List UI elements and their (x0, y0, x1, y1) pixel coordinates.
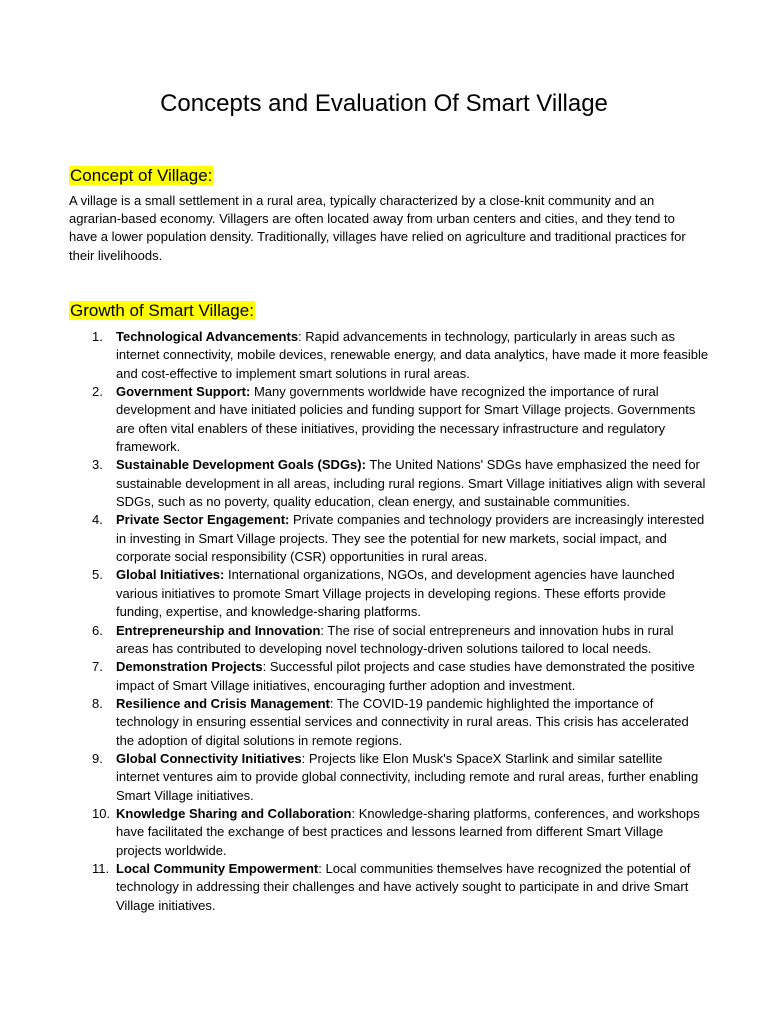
list-item-text: : Successful pilot projects and case studies have demonstrated the positive impact of Smart Village initiatives, encouraging further adoption and investment. (116, 659, 695, 693)
list-item (69, 695, 709, 750)
list-item-term: Sustainable Development Goals (SDGs): (116, 457, 366, 473)
list-item-term: Knowledge Sharing and Collaboration (116, 805, 352, 821)
list-item (69, 750, 709, 805)
list-item-number: 5. (92, 567, 103, 583)
list-item-text: International organizations, NGOs, and development agencies have launched various initiatives to promote Smart Village projects in developing regions. These efforts provide funding, expertise, and knowledge-sharing platforms. (116, 567, 675, 620)
list-item-text: : Rapid advancements in technology, particularly in areas such as internet connectivity, mobile devices, renewable energy, and data analytics, have made it more feasible and cost-effective to implement smart solutions in rural areas. (116, 329, 709, 381)
section-heading-village (69, 166, 213, 186)
list-item-number: 11. (92, 860, 110, 876)
list-item-term: Government Support: (116, 384, 251, 400)
list-item-number: 10. (92, 805, 111, 821)
list-item-number: 7. (92, 659, 103, 675)
list-item-text: : Projects like Elon Musk's SpaceX Starlink and similar satellite internet ventures aim to provide global connectivity, including remote and rural areas, further enabling Smart Village initiatives. (116, 750, 699, 803)
list-item (69, 383, 709, 456)
list-item (69, 328, 709, 383)
list-item (69, 622, 709, 659)
village-paragraph: A village is a small settlement in a rural area, typically characterized by a close-knit community and an agrarian-based economy. Villagers are often located away from urban centers and cities, and they tend to have a lower population density. Traditionally, villages have relied on agriculture and traditional practices for their livelihoods. (69, 193, 686, 263)
list-item-number: 9. (92, 750, 103, 766)
list-item-term: Technological Advancements (116, 329, 299, 344)
list-item-text: Many governments worldwide have recognized the importance of rural development and have initiated policies and funding support for Smart Village projects. Governments are often vital enablers of these initiatives, providing the necessary infrastructure and regulatory framework. (116, 384, 696, 455)
list-item (69, 805, 709, 860)
list-item-text: : The COVID-19 pandemic highlighted the importance of technology in ensuring essential services and connectivity in rural areas. This crisis has accelerated the adoption of digital solutions in remote regions. (116, 695, 689, 748)
list-item-number: 8. (92, 695, 103, 711)
list-item-number: 3. (92, 457, 103, 473)
list-item-text: : The rise of social entrepreneurs and innovation hubs in rural areas has contributed to developing novel technology-driven solutions tailored to local needs. (116, 622, 674, 656)
list-item-text: The United Nations' SDGs have emphasized the need for sustainable development in all areas, including rural regions. Smart Village initiatives align with several SDGs, such as no poverty, quality education, clean energy, and sustainable communities. (116, 457, 706, 510)
list-item (69, 566, 709, 621)
highlighted-heading-text: Concept of Village: (70, 166, 213, 185)
list-item-term: Global Initiatives: (116, 567, 225, 583)
list-item-term: Demonstration Projects (116, 659, 263, 675)
growth-factors-list (69, 328, 709, 915)
list-item-term: Resilience and Crisis Management (116, 695, 330, 711)
list-item-number: 2. (92, 384, 103, 400)
list-item (69, 658, 709, 695)
list-item-text: Private companies and technology providers are increasingly interested in investing in Smart Village projects. They see the potential for new markets, social impact, and corporate social responsibility (CSR) opportunities in rural areas. (116, 512, 705, 565)
list-item-term: Entrepreneurship and Innovation (116, 622, 321, 638)
highlighted-heading-text: Growth of Smart Village: (70, 301, 254, 320)
list-item (69, 860, 709, 915)
list-item (69, 511, 709, 566)
list-item-term: Local Community Empowerment (116, 860, 319, 876)
list-item-number: 4. (92, 512, 103, 528)
list-item-text: : Knowledge-sharing platforms, conferences, and workshops have facilitated the exchange of best practices and lessons learned from different Smart Village projects worldwide. (116, 805, 700, 858)
list-item (69, 456, 709, 511)
list-item-text: : Local communities themselves have recognized the potential of technology in addressing their challenges and have actively sought to participate in and drive Smart Village initiatives. (116, 860, 691, 913)
list-item-number: 1. (92, 329, 103, 344)
list-item-term: Global Connectivity Initiatives (116, 750, 302, 766)
list-item-term: Private Sector Engagement: (116, 512, 290, 528)
document-title: Concepts and Evaluation Of Smart Village (160, 90, 608, 117)
list-item-number: 6. (92, 622, 103, 638)
section-heading-growth (69, 301, 255, 321)
